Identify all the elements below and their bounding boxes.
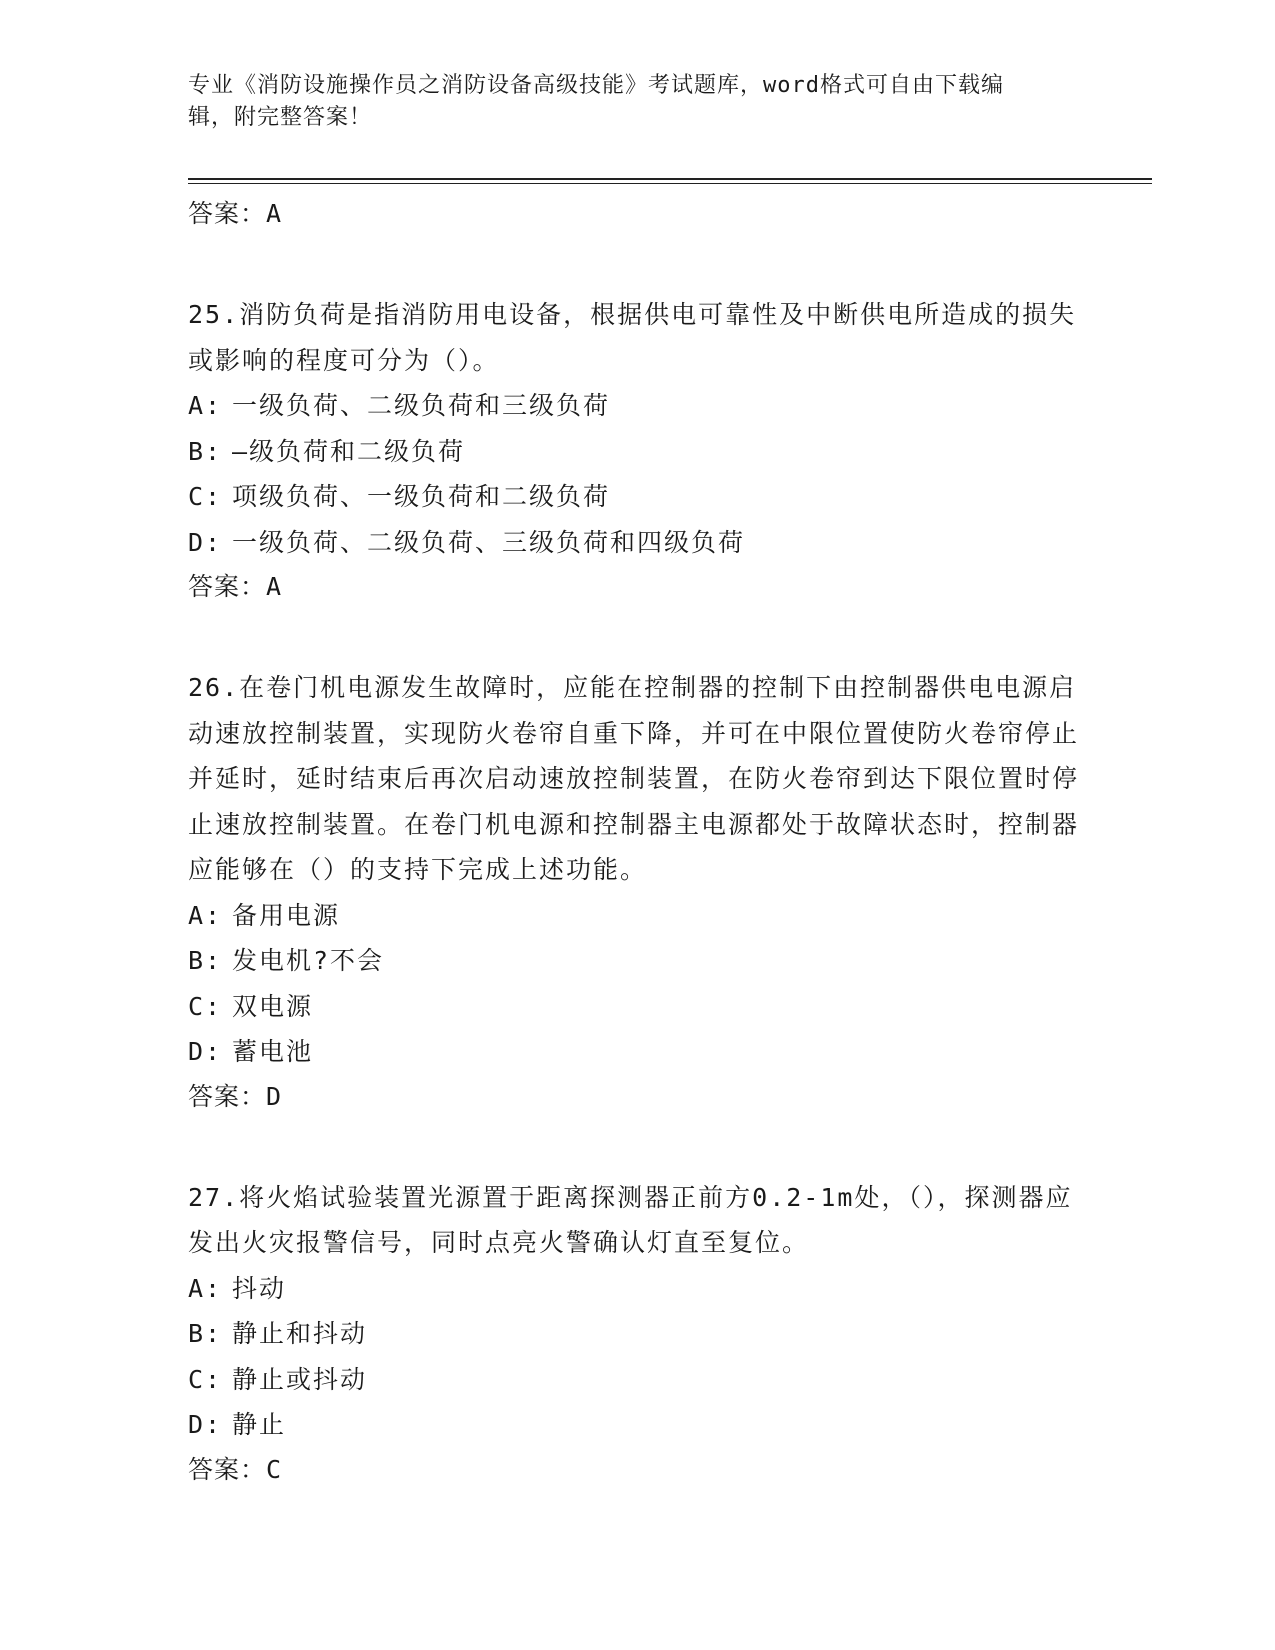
option-item bbox=[188, 383, 1088, 429]
header-divider bbox=[188, 178, 1152, 180]
option-text: 蓄电池 bbox=[232, 1037, 314, 1066]
option-item bbox=[188, 1029, 1088, 1075]
answer-line: 答案：C bbox=[188, 1454, 283, 1484]
option-item bbox=[188, 1402, 1088, 1448]
option-text: 一级负荷、二级负荷和三级负荷 bbox=[232, 391, 611, 420]
option-text: 静止或抖动 bbox=[232, 1364, 368, 1394]
option-text: 静止 bbox=[232, 1410, 287, 1439]
option-key: C: bbox=[188, 482, 223, 511]
question-text: 26.在卷门机电源发生故障时，应能在控制器的控制下由控制器供电电源启动速放控制装置，实现防火卷帘自重下降，并可在中限位置使防火卷帘停止并延时，延时结束后再次启动速放控制装置，在防火卷帘到达下限位置时停止速放控制装置。在卷门机电源和控制器主电源都处于故障状态时，控制器应能够在（）的支持下完成上述功能。 bbox=[188, 673, 1080, 884]
option-text: 备用电源 bbox=[232, 900, 341, 930]
answer-line: 答案：A bbox=[188, 572, 283, 601]
document-body bbox=[188, 188, 1088, 1492]
header-line-2: 辑，附完整答案！ bbox=[188, 105, 373, 130]
option-key: D: bbox=[188, 527, 223, 557]
option-key: A: bbox=[188, 1273, 223, 1303]
option-text: 抖动 bbox=[232, 1273, 287, 1303]
option-item bbox=[188, 1266, 1088, 1312]
option-key: A: bbox=[188, 391, 223, 420]
option-key: D: bbox=[188, 1037, 223, 1066]
document-header bbox=[188, 70, 1088, 134]
option-key: B: bbox=[188, 436, 223, 466]
option-key: C: bbox=[188, 991, 223, 1021]
option-item bbox=[188, 520, 1088, 566]
option-key: B: bbox=[188, 946, 223, 975]
answer-line: 答案：A bbox=[188, 199, 283, 228]
option-item bbox=[188, 984, 1088, 1030]
option-text: —级负荷和二级负荷 bbox=[232, 436, 466, 466]
option-text: 双电源 bbox=[232, 991, 314, 1021]
option-item bbox=[188, 429, 1088, 475]
option-item bbox=[188, 474, 1088, 520]
option-text: 项级负荷、一级负荷和二级负荷 bbox=[232, 482, 611, 511]
option-key: C: bbox=[188, 1364, 223, 1394]
option-key: D: bbox=[188, 1410, 223, 1439]
option-text: 静止和抖动 bbox=[232, 1319, 368, 1348]
header-divider-thin bbox=[188, 183, 1152, 184]
option-key: B: bbox=[188, 1319, 223, 1348]
option-item bbox=[188, 893, 1088, 939]
question-text: 27.将火焰试验装置光源置于距离探测器正前方0.2-1m处，（），探测器应发出火灾报警信号，同时点亮火警确认灯直至复位。 bbox=[188, 1182, 1073, 1257]
option-text: 发电机?不会 bbox=[232, 946, 385, 975]
option-key: A: bbox=[188, 900, 223, 930]
option-text: 一级负荷、二级负荷、三级负荷和四级负荷 bbox=[232, 527, 746, 557]
option-item bbox=[188, 1311, 1088, 1357]
answer-line: 答案：D bbox=[188, 1081, 283, 1111]
option-item bbox=[188, 1357, 1088, 1403]
option-item bbox=[188, 938, 1088, 984]
header-line-1: 专业《消防设施操作员之消防设备高级技能》考试题库，word格式可自由下载编 bbox=[188, 73, 1004, 98]
question-text: 25.消防负荷是指消防用电设备，根据供电可靠性及中断供电所造成的损失或影响的程度可分为（）。 bbox=[188, 300, 1077, 375]
